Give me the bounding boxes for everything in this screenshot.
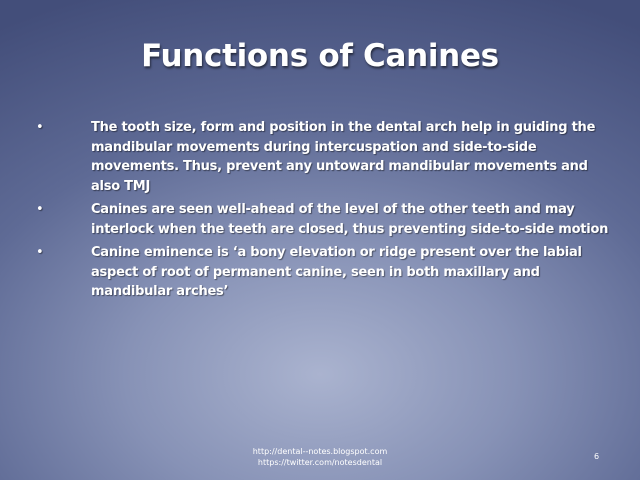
- footer-twitter-link[interactable]: https://twitter.com/notesdental: [257, 458, 383, 467]
- bullet-item: [36, 200, 616, 239]
- page-number: 6: [594, 452, 600, 461]
- bullet-item: [36, 243, 616, 302]
- bullet-item: [36, 118, 616, 196]
- footer: [0, 446, 640, 468]
- slide-title: Functions of Canines: [141, 38, 499, 74]
- footer-blog-link[interactable]: http://dental--notes.blogspot.com: [252, 447, 388, 456]
- bullet-marker: •: [36, 120, 44, 135]
- bullet-list: [36, 118, 616, 306]
- bullet-text: Canine eminence is ‘a bony elevation or ridge present over the labial aspect of root of permanent canine, seen in both maxillary and mandibular arches’: [91, 245, 582, 299]
- bullet-text: Canines are seen well-ahead of the level of the other teeth and may interlock when the teeth are closed, thus preventing side-to-side motion: [91, 202, 609, 237]
- bullet-marker: •: [36, 202, 44, 217]
- bullet-marker: •: [36, 245, 44, 260]
- bullet-text: The tooth size, form and position in the dental arch help in guiding the mandibular movements during intercuspation and side-to-side movements. Thus, prevent any untoward mandibular movements and also TMJ: [91, 120, 596, 194]
